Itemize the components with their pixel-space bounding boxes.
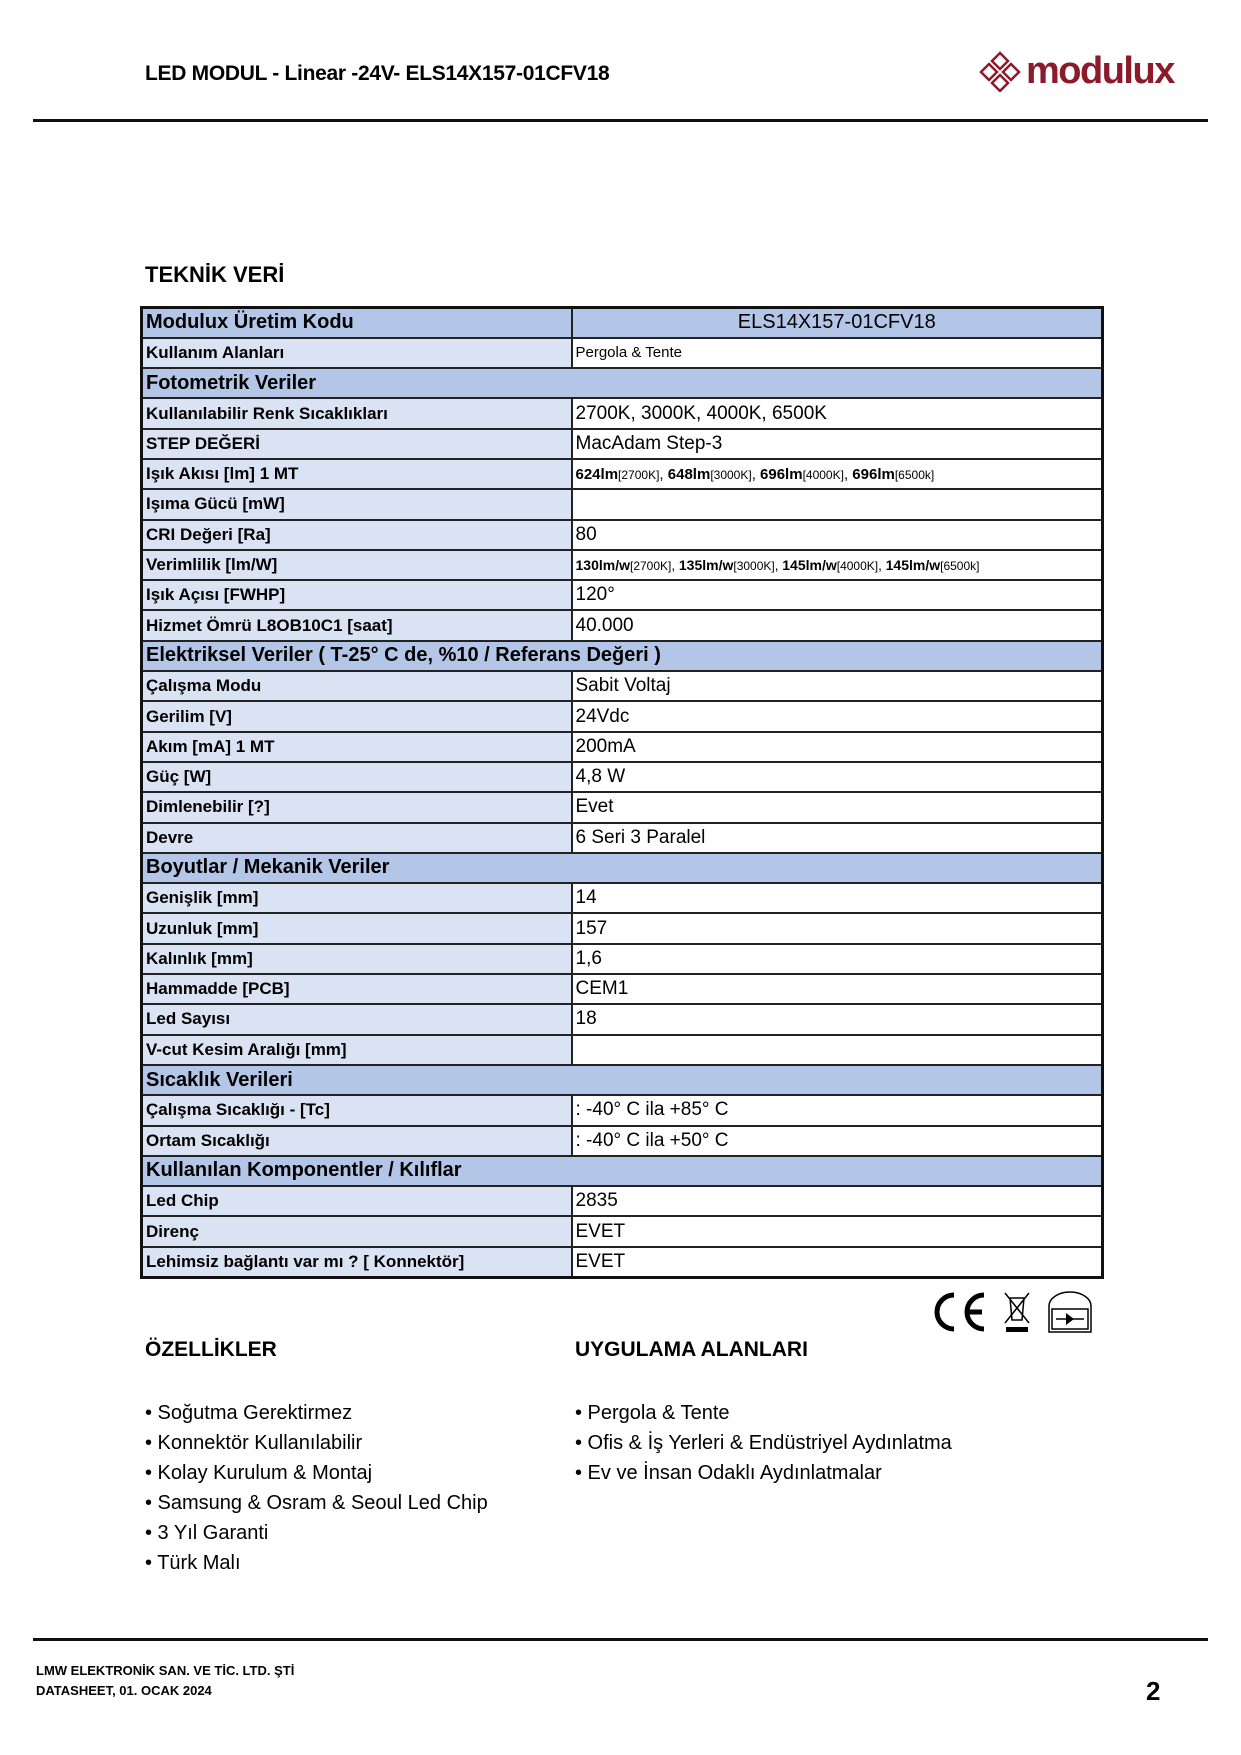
dim-label: Dimlenebilir [?] bbox=[142, 792, 572, 822]
power-label: Güç [W] bbox=[142, 762, 572, 792]
feature-item: • Konnektör Kullanılabilir bbox=[145, 1432, 363, 1454]
resistor-value: EVET bbox=[572, 1216, 1103, 1246]
application-item: • Ofis & İş Yerleri & Endüstriyel Aydınlatma bbox=[575, 1432, 952, 1454]
thickness-value: 1,6 bbox=[572, 944, 1103, 974]
voltage-value: 24Vdc bbox=[572, 701, 1103, 731]
feature-item: • Türk Malı bbox=[145, 1552, 241, 1574]
connector-value: EVET bbox=[572, 1247, 1103, 1277]
length-value: 157 bbox=[572, 913, 1103, 943]
section-photometric: Fotometrik Veriler bbox=[142, 368, 1103, 398]
footer-info bbox=[36, 1661, 294, 1701]
section-thermal: Sıcaklık Verileri bbox=[142, 1065, 1103, 1095]
flux-value: 624lm[2700K], 648lm[3000K], 696lm[4000K], 696lm[6500k] bbox=[572, 459, 1103, 489]
cri-label: CRI Değeri [Ra] bbox=[142, 520, 572, 550]
eff-label: Verimlilik [lm/W] bbox=[142, 550, 572, 580]
length-label: Uzunluk [mm] bbox=[142, 913, 572, 943]
feature-item: • Kolay Kurulum & Montaj bbox=[145, 1462, 373, 1484]
modulux-logo bbox=[978, 50, 1174, 92]
mode-value: Sabit Voltaj bbox=[572, 671, 1103, 701]
material-value: CEM1 bbox=[572, 974, 1103, 1004]
company-name: LMW ELEKTRONİK SAN. VE TİC. LTD. ŞTİ bbox=[36, 1663, 295, 1678]
document-title: LED MODUL - Linear -24V- ELS14X157-01CFV18 bbox=[145, 62, 610, 85]
application-item: • Ev ve İnsan Odaklı Aydınlatmalar bbox=[575, 1462, 882, 1484]
logo-text: modulux bbox=[1026, 50, 1174, 92]
section-components: Kullanılan Komponentler / Kılıflar bbox=[142, 1156, 1103, 1186]
ce-mark-icon bbox=[928, 1290, 988, 1334]
current-label: Akım [mA] 1 MT bbox=[142, 732, 572, 762]
chip-label: Led Chip bbox=[142, 1186, 572, 1216]
connector-label: Lehimsiz bağlantı var mı ? [ Konnektör] bbox=[142, 1247, 572, 1277]
step-label: STEP DEĞERİ bbox=[142, 429, 572, 459]
code-label: Modulux Üretim Kodu bbox=[142, 308, 572, 338]
cct-value: 2700K, 3000K, 4000K, 6500K bbox=[572, 398, 1103, 428]
life-label: Hizmet Ömrü L8OB10C1 [saat] bbox=[142, 610, 572, 640]
applications-list bbox=[575, 1398, 952, 1488]
voltage-label: Gerilim [V] bbox=[142, 701, 572, 731]
certification-icons bbox=[928, 1290, 1094, 1334]
tc-value: : -40° C ila +85° C bbox=[572, 1095, 1103, 1125]
feature-item: • Soğutma Gerektirmez bbox=[145, 1402, 353, 1424]
resistor-label: Direnç bbox=[142, 1216, 572, 1246]
cct-label: Kullanılabilir Renk Sıcaklıkları bbox=[142, 398, 572, 428]
angle-value: 120° bbox=[572, 580, 1103, 610]
usage-label: Kullanım Alanları bbox=[142, 338, 572, 368]
footer-divider bbox=[33, 1638, 1208, 1641]
radiant-value bbox=[572, 489, 1103, 519]
circuit-label: Devre bbox=[142, 823, 572, 853]
tc-label: Çalışma Sıcaklığı - [Tc] bbox=[142, 1095, 572, 1125]
feature-item: • 3 Yıl Garanti bbox=[145, 1522, 269, 1544]
page-number: 2 bbox=[1146, 1676, 1161, 1706]
ledcount-value: 18 bbox=[572, 1004, 1103, 1034]
datasheet-date: DATASHEET, 01. OCAK 2024 bbox=[36, 1683, 212, 1698]
width-label: Genişlik [mm] bbox=[142, 883, 572, 913]
section-title: TEKNİK VERİ bbox=[145, 262, 285, 287]
cri-value: 80 bbox=[572, 520, 1103, 550]
applications-title: UYGULAMA ALANLARI bbox=[575, 1338, 808, 1361]
ambient-label: Ortam Sıcaklığı bbox=[142, 1126, 572, 1156]
step-value: MacAdam Step-3 bbox=[572, 429, 1103, 459]
weee-bin-icon bbox=[1002, 1290, 1032, 1334]
life-value: 40.000 bbox=[572, 610, 1103, 640]
dim-value: Evet bbox=[572, 792, 1103, 822]
logo-mark-icon bbox=[978, 50, 1022, 92]
chip-value: 2835 bbox=[572, 1186, 1103, 1216]
vcut-label: V-cut Kesim Aralığı [mm] bbox=[142, 1035, 572, 1065]
code-value: ELS14X157-01CFV18 bbox=[572, 308, 1103, 338]
angle-label: Işık Açısı [FWHP] bbox=[142, 580, 572, 610]
power-value: 4,8 W bbox=[572, 762, 1103, 792]
technical-data-table bbox=[140, 306, 1104, 1279]
eff-value: 130lm/w[2700K], 135lm/w[3000K], 145lm/w[4000K], 145lm/w[6500k] bbox=[572, 550, 1103, 580]
radiant-label: Işıma Gücü [mW] bbox=[142, 489, 572, 519]
usage-value: Pergola & Tente bbox=[572, 338, 1103, 368]
material-label: Hammadde [PCB] bbox=[142, 974, 572, 1004]
features-title: ÖZELLİKLER bbox=[145, 1338, 277, 1361]
section-electrical: Elektriksel Veriler ( T-25° C de, %10 / Referans Değeri ) bbox=[142, 641, 1103, 671]
thickness-label: Kalınlık [mm] bbox=[142, 944, 572, 974]
application-item: • Pergola & Tente bbox=[575, 1402, 730, 1424]
width-value: 14 bbox=[572, 883, 1103, 913]
header-divider bbox=[33, 119, 1208, 122]
current-value: 200mA bbox=[572, 732, 1103, 762]
flux-label: Işık Akısı [lm] 1 MT bbox=[142, 459, 572, 489]
led-lamp-icon bbox=[1046, 1290, 1094, 1334]
vcut-value bbox=[572, 1035, 1103, 1065]
section-mechanical: Boyutlar / Mekanik Veriler bbox=[142, 853, 1103, 883]
mode-label: Çalışma Modu bbox=[142, 671, 572, 701]
ledcount-label: Led Sayısı bbox=[142, 1004, 572, 1034]
features-list bbox=[145, 1398, 488, 1578]
circuit-value: 6 Seri 3 Paralel bbox=[572, 823, 1103, 853]
ambient-value: : -40° C ila +50° C bbox=[572, 1126, 1103, 1156]
feature-item: • Samsung & Osram & Seoul Led Chip bbox=[145, 1492, 488, 1514]
